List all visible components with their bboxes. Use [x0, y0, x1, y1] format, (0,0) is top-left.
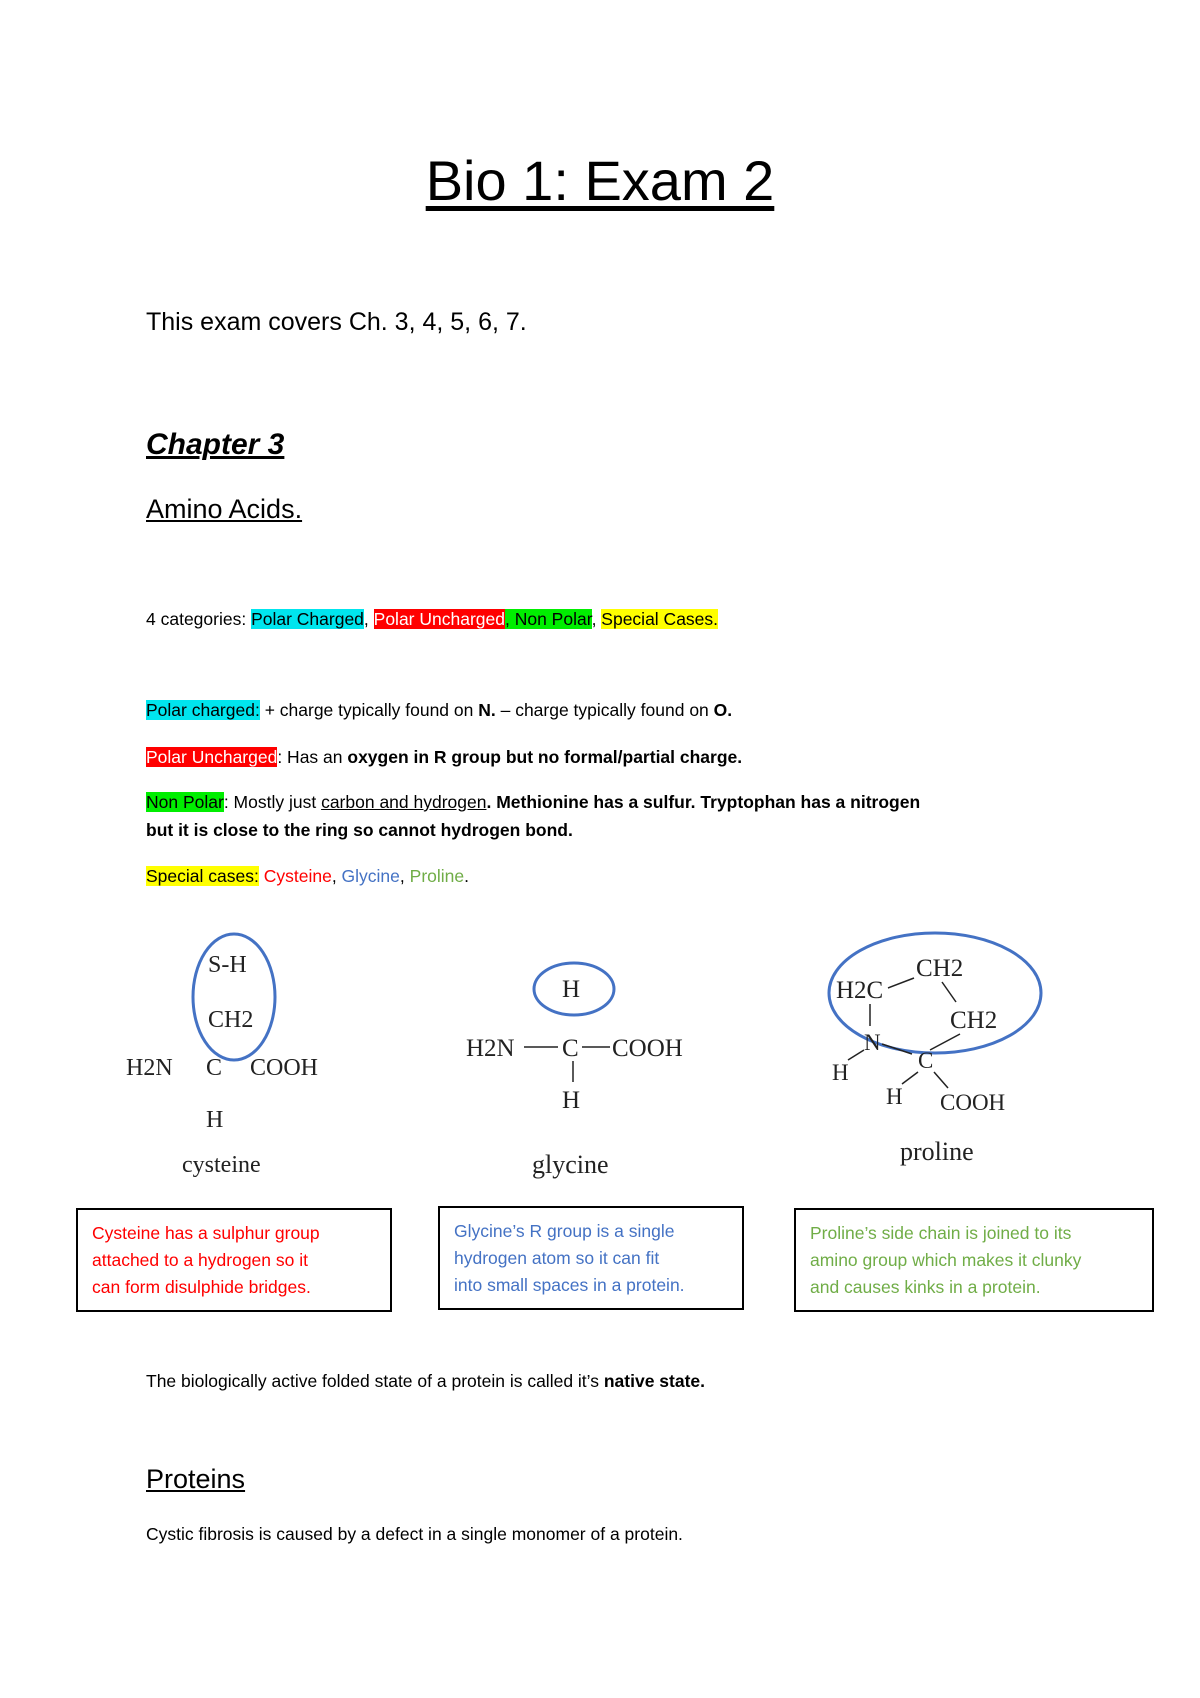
section-proteins: Proteins: [146, 1464, 246, 1494]
categories-line: [146, 607, 718, 631]
native-state-line: [146, 1369, 705, 1393]
box-line: Glycine’s R group is a single: [454, 1221, 675, 1241]
proline-bond: [930, 1034, 960, 1050]
proline-h-bottom: H: [886, 1084, 903, 1109]
polar-uncharged-bold: oxygen in R group but no formal/partial charge.: [347, 747, 743, 767]
glycine-h-bottom: H: [562, 1087, 581, 1114]
glycine-h-top: H: [562, 976, 581, 1003]
glycine-cooh: COOH: [612, 1035, 683, 1062]
non-polar-bold: but it is close to the ring so cannot hydrogen bond.: [146, 820, 573, 840]
non-polar-underlined: carbon and hydrogen: [321, 792, 487, 812]
polar-charged-bold: N.: [478, 700, 496, 720]
box-line: can form disulphide bridges.: [92, 1277, 311, 1297]
polar-uncharged-text: : Has an: [277, 747, 348, 767]
intro-text: This exam covers Ch. 3, 4, 5, 6, 7.: [146, 308, 527, 336]
box-line: Proline’s side chain is joined to its: [810, 1223, 1072, 1243]
special-proline: Proline: [409, 866, 465, 886]
non-polar-line-2: [146, 818, 573, 842]
cysteine-ch2: CH2: [208, 1007, 254, 1033]
glycine-info-box: [438, 1206, 744, 1310]
non-polar-line: [146, 790, 920, 814]
native-text: The biologically active folded state of a protein is called it’s: [146, 1371, 604, 1391]
glycine-h2n: H2N: [466, 1035, 515, 1062]
polar-charged-line: [146, 698, 732, 722]
glycine-structure: [460, 930, 720, 1190]
special-sep: ,: [331, 866, 342, 886]
proline-bond: [848, 1050, 864, 1060]
categories-prefix: 4 categories:: [146, 609, 252, 629]
glycine-name: glycine: [532, 1150, 609, 1179]
special-glycine: Glycine: [341, 866, 400, 886]
cystic-fibrosis-line: Cystic fibrosis is caused by a defect in a single monomer of a protein.: [146, 1524, 683, 1544]
cysteine-structure: [100, 920, 360, 1190]
special-cysteine: Cysteine: [263, 866, 332, 886]
box-line: into small spaces in a protein.: [454, 1275, 685, 1295]
box-line: hydrogen atom so it can fit: [454, 1248, 660, 1268]
polar-uncharged-label: Polar Uncharged: [146, 747, 278, 767]
chapter-heading: Chapter 3: [146, 428, 285, 461]
proline-name: proline: [900, 1137, 974, 1166]
polar-charged-label: Polar charged:: [146, 700, 260, 720]
proline-ch2-top: CH2: [916, 955, 964, 982]
categories-sep: ,: [591, 609, 602, 629]
cysteine-cooh: COOH: [250, 1055, 319, 1081]
box-line: Cysteine has a sulphur group: [92, 1223, 320, 1243]
proline-h2c: H2C: [836, 977, 884, 1004]
cysteine-sh: S-H: [208, 952, 247, 978]
box-line: amino group which makes it clunky: [810, 1250, 1082, 1270]
polar-charged-bold: O.: [713, 700, 733, 720]
polar-charged-text: – charge typically found on: [495, 700, 714, 720]
special-sep: ,: [399, 866, 410, 886]
proline-h-left: H: [832, 1060, 849, 1085]
proline-c: C: [918, 1048, 934, 1073]
proline-n: N: [864, 1030, 881, 1055]
cysteine-c: C: [206, 1055, 223, 1081]
cysteine-info-box: [76, 1208, 392, 1312]
non-polar-text: : Mostly just: [223, 792, 322, 812]
proline-bond: [934, 1072, 948, 1088]
page-title: Bio 1: Exam 2: [425, 149, 775, 212]
proline-bond: [888, 978, 914, 988]
native-bold: native state.: [603, 1371, 706, 1391]
proline-bond: [902, 1072, 918, 1084]
special-cases-line: [146, 864, 469, 888]
category-special-cases: Special Cases.: [601, 609, 719, 629]
proline-info-box: [794, 1208, 1154, 1312]
special-end: .: [464, 866, 469, 886]
cysteine-name: cysteine: [182, 1152, 261, 1178]
polar-uncharged-line: [146, 745, 742, 769]
proline-ch2-right: CH2: [950, 1007, 998, 1034]
cysteine-h: H: [206, 1107, 224, 1133]
proline-bond: [942, 982, 956, 1002]
special-cases-label: Special cases:: [146, 866, 259, 886]
proline-cooh: COOH: [940, 1090, 1006, 1115]
categories-sep: ,: [363, 609, 374, 629]
proline-bond: [882, 1044, 912, 1054]
category-non-polar: , Non Polar: [504, 609, 592, 629]
section-amino-acids: Amino Acids.: [146, 494, 303, 524]
non-polar-label: Non Polar: [146, 792, 224, 812]
category-polar-uncharged: Polar Uncharged: [373, 609, 505, 629]
category-polar-charged: Polar Charged: [251, 609, 364, 629]
box-line: attached to a hydrogen so it: [92, 1250, 308, 1270]
non-polar-bold: . Methionine has a sulfur. Tryptophan has a nitrogen: [486, 792, 921, 812]
proline-structure: [820, 920, 1080, 1180]
polar-charged-text: + charge typically found on: [259, 700, 479, 720]
cysteine-h2n: H2N: [126, 1055, 173, 1081]
glycine-c: C: [562, 1035, 579, 1062]
box-line: and causes kinks in a protein.: [810, 1277, 1041, 1297]
